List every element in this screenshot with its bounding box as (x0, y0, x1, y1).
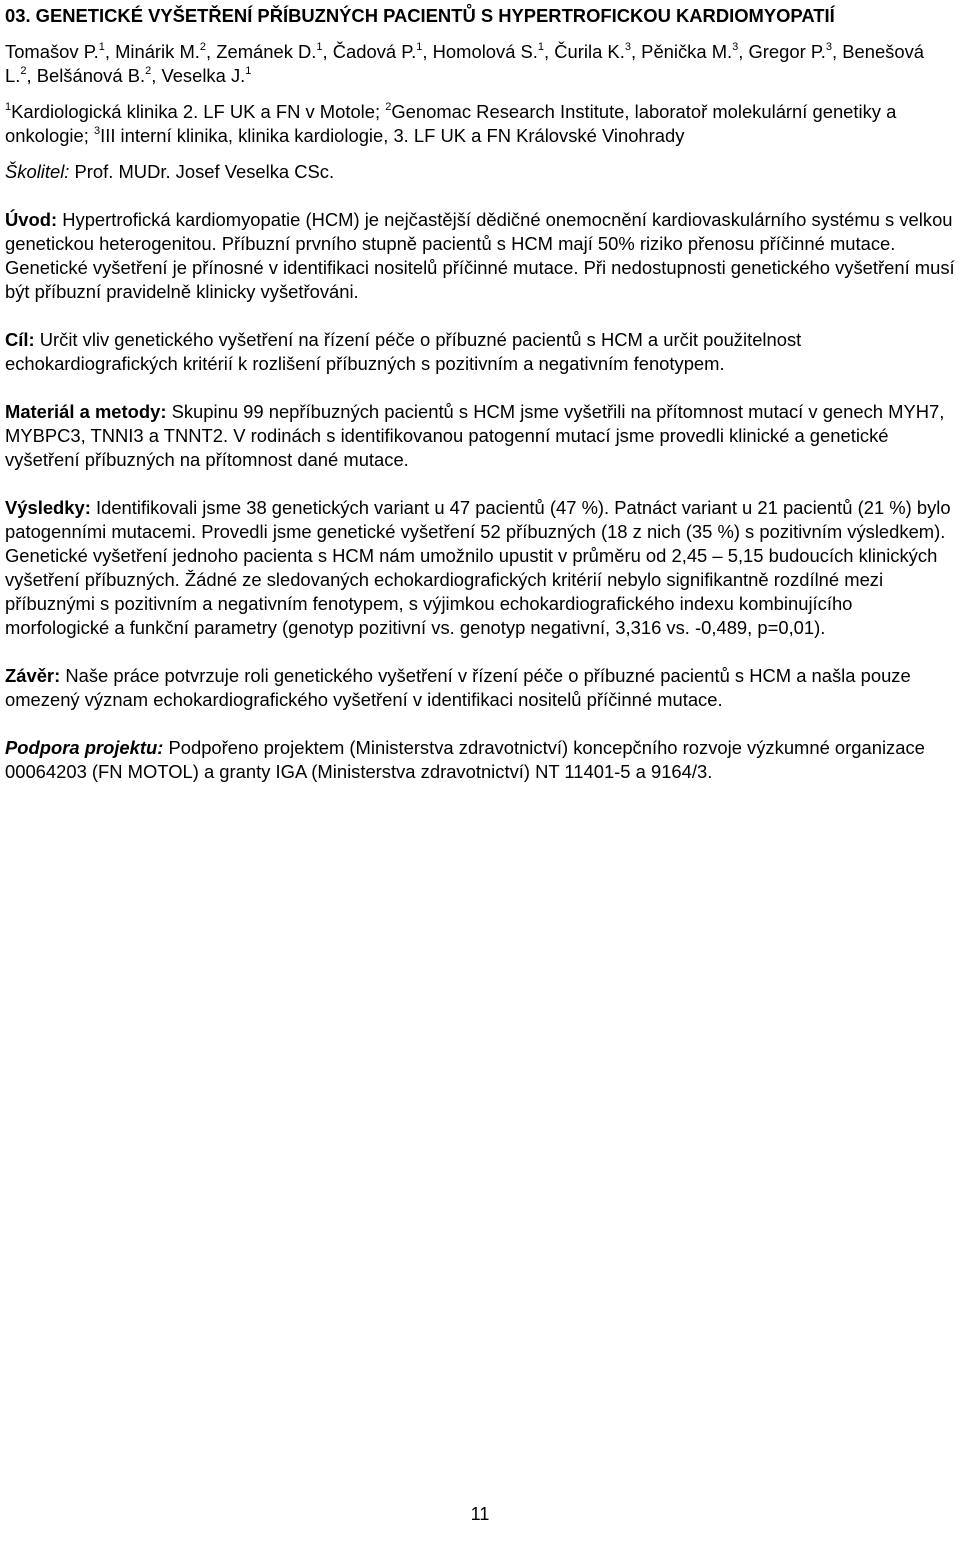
author-affiliation-number: 1 (98, 40, 105, 53)
section-label: Výsledky: (5, 497, 91, 518)
author: Homolová S. (432, 41, 538, 62)
section-label: Závěr: (5, 665, 61, 686)
author-list: Tomašov P.$^1$, Minárik M.$^2$, Zemánek D.$^1$, Čadová P.$^1$, Homolová S.$^1$, Čurila K.$^3$, Pěnička M.$^3$, Gregor P.$^3$, Benešová L.$^2$, Belšánová B.$^2$, Veselka J.$^1$ (5, 40, 925, 86)
section-methods (5, 400, 955, 472)
section-aim (5, 328, 955, 376)
author: Tomašov P. (5, 41, 99, 62)
abstract-page (5, 4, 955, 784)
section-label: Podpora projektu: (5, 737, 164, 758)
author-affiliation-number: 2 (145, 64, 152, 77)
author-affiliation-number: 1 (416, 40, 423, 53)
author: Zemánek D. (216, 41, 317, 62)
author-affiliation-number: 3 (825, 40, 832, 53)
section-text: Naše práce potvrzuje roli genetického vyšetření v řízení péče o příbuzné pacientů s HCM a našla pouze omezený význam echokardiografického vyšetření v identifikaci nositelů příčinné mutace. (5, 665, 911, 710)
author-affiliation-number: 1 (245, 64, 252, 77)
affiliation-text: III interní klinika, klinika kardiologie, 3. LF UK a FN Královské Vinohrady (100, 125, 685, 146)
section-text: Podpořeno projektem (Ministerstva zdravotnictví) koncepčního rozvoje výzkumné organizace 00064203 (FN MOTOL) a granty IGA (Ministerstva zdravotnictví) NT 11401-5 a 9164/3. (5, 737, 925, 782)
author: Čadová P. (332, 41, 417, 62)
page-number: 11 (470, 1504, 490, 1524)
section-text: Hypertrofická kardiomyopatie (HCM) je nejčastější dědičné onemocnění kardiovaskulárního systému s velkou genetickou heterogenitou. Příbuzní prvního stupně pacientů s HCM mají 50% riziko přenosu příčinné mutace. Genetické vyšetření je přínosné v identifikaci nositelů příčinné mutace. Při nedostupnosti genetického vyšetření musí být příbuzní pravidelně klinicky vyšetřováni. (5, 209, 955, 302)
abstract-title: 03. GENETICKÉ VYŠETŘENÍ PŘÍBUZNÝCH PACIENTŮ S HYPERTROFICKOU KARDIOMYOPATIÍ (5, 5, 835, 26)
section-intro (5, 208, 955, 304)
author-affiliation-number: 1 (537, 40, 545, 53)
section-text: Určit vliv genetického vyšetření na řízení péče o příbuzné pacientů s HCM a určit použitelnost echokardiografických kritérií k rozlišení příbuzných s pozitivním a negativním fenotypem. (5, 329, 802, 374)
affiliation-number: 1 (5, 100, 12, 113)
supervisor-name: Prof. MUDr. Josef Veselka CSc. (69, 161, 335, 182)
affiliation-number: 2 (385, 100, 392, 113)
author: Gregor P. (748, 41, 826, 62)
author: Pěnička M. (641, 41, 733, 62)
author-affiliation-number: 3 (732, 40, 739, 53)
author-affiliation-number: 2 (199, 40, 206, 53)
supervisor-label: Školitel: (5, 161, 70, 182)
affiliation-number: 3 (93, 124, 101, 137)
author: Minárik M. (115, 41, 200, 62)
author: Belšánová B. (36, 65, 146, 86)
affiliation-text: Kardiologická klinika 2. LF UK a FN v Motole; (11, 101, 386, 122)
section-label: Materiál a metody: (5, 401, 167, 422)
author: Veselka J. (161, 65, 246, 86)
affiliations (5, 100, 955, 148)
author: Benešová L. (5, 41, 925, 86)
author-affiliation-number: 1 (316, 40, 323, 53)
supervisor-line (5, 160, 955, 184)
section-text: Skupinu 99 nepříbuzných pacientů s HCM jsme vyšetřili na přítomnost mutací v genech MYH7, MYBPC3, TNNI3 a TNNT2. V rodinách s identifikovanou patogenní mutací jsme provedli klinické a genetické vyšetření příbuzných na přítomnost dané mutace. (5, 401, 945, 470)
author: Čurila K. (554, 41, 625, 62)
section-support (5, 736, 955, 784)
section-results (5, 496, 955, 640)
affiliation-text: Genomac Research Institute, laboratoř molekulární genetiky a onkologie; (5, 101, 897, 146)
author-affiliation-number: 2 (20, 64, 27, 77)
section-text: Identifikovali jsme 38 genetických variant u 47 pacientů (47 %). Patnáct variant u 21 pacientů (21 %) bylo patogenními mutacemi. Provedli jsme genetické vyšetření 52 příbuzných (18 z nich (35 %) s pozitivním výsledkem). Genetické vyšetření jednoho pacienta s HCM nám umožnilo upustit v průměru od 2,45 – 5,15 budoucích klinických vyšetření příbuzných. Žádné ze sledovaných echokardiografických kritérií nebylo signifikantně rozdílné mezi příbuznými s pozitivním a negativním fenotypem, s výjimkou echokardiografického indexu kombinujícího morfologické a funkční parametry (genotyp pozitivní vs. genotyp negativní, 3,316 vs. -0,489, p=0,01). (5, 497, 951, 638)
section-conclusion (5, 664, 955, 712)
section-label: Cíl: (5, 329, 35, 350)
section-label: Úvod: (5, 209, 58, 230)
author-affiliation-number: 3 (624, 40, 631, 53)
